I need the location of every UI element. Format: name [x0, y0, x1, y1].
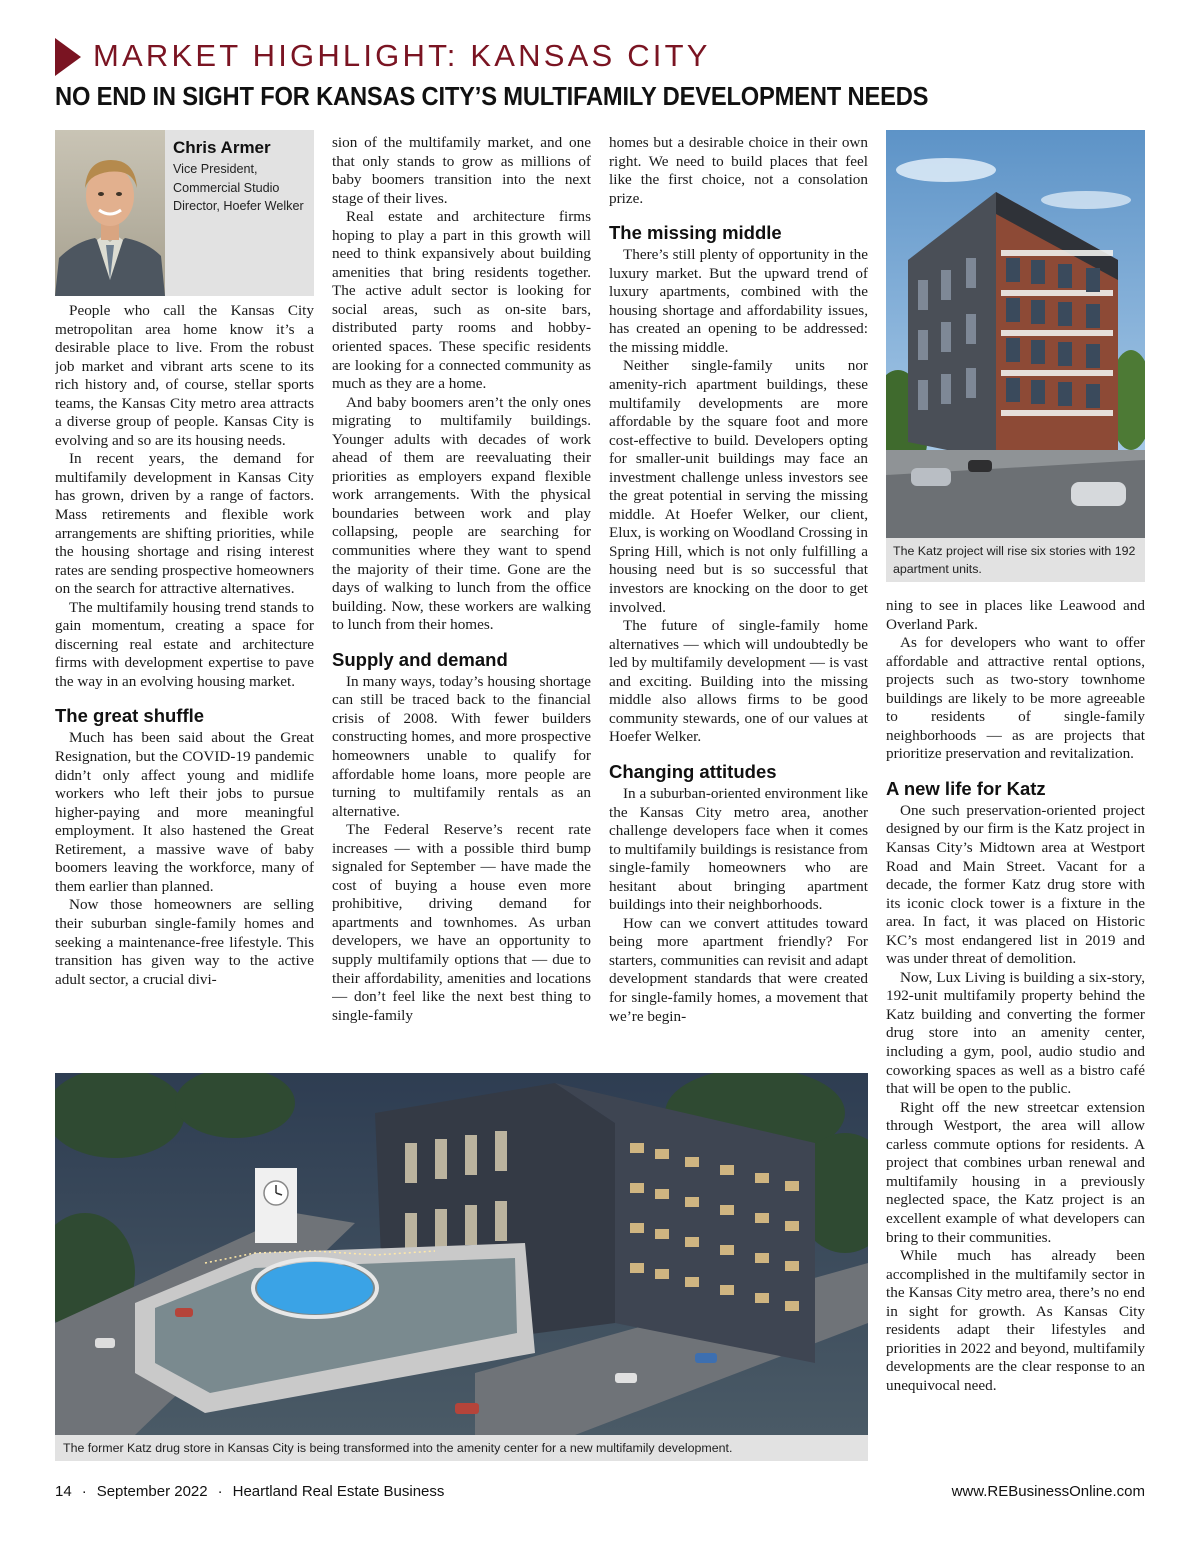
paragraph: Now those homeowners are selling their suburban single-family homes and seeking a maintenance-free lifestyle. This transition has given way to the active adult sector, a crucial divi-	[55, 896, 314, 988]
paragraph: sion of the multifamily market, and one that only stands to grow as millions of baby boomers transition into the next stage of their lives.	[332, 134, 591, 207]
section-kicker: MARKET HIGHLIGHT: KANSAS CITY	[93, 38, 711, 73]
paragraph: The multifamily housing trend stands to gain momentum, creating a space for discerning real estate and architecture firms with development expertise to pave the way in an evolving housing market.	[55, 598, 314, 690]
photo-caption-bottom: The former Katz drug store in Kansas City is being transformed into the amenity center for a new multifamily development.	[55, 1435, 868, 1461]
column-4	[886, 597, 1145, 1469]
footer-separator: ·	[81, 1483, 87, 1500]
paragraph: And baby boomers aren’t the only ones migrating to multifamily buildings. Younger adults with decades of work ahead of them are reevaluating their priorities as employers expand flexible work arrangements. With the physical boundaries between work and play collapsing, people are searching for communities where they want to spend the majority of their time. Gone are the days of walking to lunch from the office building. Now, these workers are walking to lunch from their homes.	[332, 393, 591, 634]
author-name: Chris Armer	[173, 138, 271, 157]
paragraph: While much has already been accomplished in the multifamily sector in the Kansas City metro area, there’s no end in sight for growth. As Kansas City residents adapt their lifestyles and priorities in 2022 and beyond, multifamily developments are the clear response to an unequivocal need.	[886, 1247, 1145, 1394]
paragraph: In recent years, the demand for multifamily development in Kansas City has grown, driven by a range of factors. Mass retirements and flexible work arrangements are shifting priorities, while the housing shortage and rising interest rates are sending prospective homeowners on the search for attractive alternatives.	[55, 450, 314, 598]
kicker-arrow-icon	[55, 38, 81, 76]
author-box	[55, 130, 314, 296]
photo-caption-right: The Katz project will rise six stories with 192 apartment units.	[886, 538, 1145, 582]
paragraph: As for developers who want to offer affordable and attractive rental options, projects such as two-story townhome buildings are likely to be more agreeable to residents of single-family neighborhoods — as are projects that prioritize preservation and revitalization.	[886, 634, 1145, 763]
section-heading: A new life for Katz	[886, 777, 1046, 799]
paragraph: ning to see in places like Leawood and Overland Park.	[886, 597, 1145, 633]
article-headline: NO END IN SIGHT FOR KANSAS CITY’S MULTIFAMILY DEVELOPMENT NEEDS	[55, 83, 929, 111]
paragraph: homes but a desirable choice in their own right. We need to build places that feel like the first choice, not a consolation prize.	[609, 134, 868, 207]
footer-separator: ·	[217, 1483, 223, 1500]
paragraph: People who call the Kansas City metropolitan area home know it’s a desirable place to live. From the robust job market and vibrant arts scene to its rich history and, of course, stellar sports teams, the Kansas City metro area attracts a diverse group of people. Kansas City is evolving and so are its housing needs.	[55, 302, 314, 449]
section-heading: The great shuffle	[55, 705, 205, 727]
paragraph: Much has been said about the Great Resignation, but the COVID-19 pandemic didn’t only affect young and midlife workers who left their jobs to pursue higher-paying and more meaningful employment. It also hastened the Great Retirement, a massive wave of baby boomers leaving the workforce, many of them earlier than planned.	[55, 729, 314, 895]
paragraph: One such preservation-oriented project designed by our firm is the Katz project in Kansas City’s Midtown area at Westport Road and Main Street. Vacant for a decade, the former Katz drug store with its iconic clock tower is a fixture in the area. In fact, it was placed on Historic KC’s most endangered list in 2019 and was under threat of demolition.	[886, 801, 1145, 968]
section-heading: Changing attitudes	[609, 760, 777, 782]
katz-aerial-rendering	[55, 1073, 868, 1435]
paragraph: Real estate and architecture firms hoping to play a part in this growth will need to think expansively about building amenities that bring residents together. The active adult sector is looking for social areas, such as on-site bars, distributed party rooms and hobby-oriented spaces. These specific residents are looking for a connected community as much as they are a home.	[332, 208, 591, 393]
paragraph: The Federal Reserve’s recent rate increases — with a possible third bump signaled for September — have made the cost of buying a house even more prohibitive, driving demand for apartments and townhomes. As urban developers, we have an opportunity to supply multifamily options that — due to their affordability, amenities and locations — don’t feel like the next best thing to single-family	[332, 821, 591, 1024]
issue-date: September 2022	[96, 1483, 208, 1500]
paragraph: In a suburban-oriented environment like the Kansas City metro area, another challenge developers face when it comes to multifamily buildings is resistance from single-family homeowners who are hesitant about bringing apartment buildings into their neighborhoods.	[609, 784, 868, 914]
paragraph: There’s still plenty of opportunity in the luxury market. But the upward trend of luxury apartments, combined with the housing shortage and affordability issues, has created an opening to be addressed: the missing middle.	[609, 246, 868, 356]
column-1	[55, 302, 314, 1060]
page-number: 14	[55, 1483, 72, 1500]
footer-folio	[55, 1483, 444, 1500]
author-title: Vice President, Commercial Studio Director, Hoefer Welker	[173, 162, 304, 213]
paragraph: In many ways, today’s housing shortage can still be traced back to the financial crisis of 2008. With fewer builders constructing homes, and more prospective homeowners unable to qualify for affordable home loans, more people are turning to multifamily rentals as an alternative.	[332, 672, 591, 820]
paragraph: Neither single-family units nor amenity-rich apartment buildings, these multifamily developments are more affordable by the square foot and more cost-effective to build. Developers opting for smaller-unit buildings may face an investment challenge unless investors see the great potential in serving the missing middle. At Hoefer Welker, our client, Elux, is working on Woodland Crossing in Spring Hill, which is not only fulfilling a housing need but is so successful that investors are knocking on the door to get involved.	[609, 357, 868, 616]
section-heading: Supply and demand	[332, 648, 508, 670]
paragraph: How can we convert attitudes toward being more apartment friendly? For starters, communities can revisit and adapt development standards that were created for single-family homes, a movement that we’re begin-	[609, 914, 868, 1025]
publication-name: Heartland Real Estate Business	[232, 1483, 445, 1500]
paragraph: Right off the new streetcar extension through Westport, the area will allow carless commute options for residents. A project that combines urban renewal and multifamily housing in a previously neglected space, the Katz project is an excellent example of what developers can bring to their communities.	[886, 1098, 1145, 1246]
paragraph: The future of single-family home alternatives — which will undoubtedly be led by multifamily development — is vast and exciting. Building into the missing middle also allows firms to be good community stewards, one of our values at Hoefer Welker.	[609, 617, 868, 746]
column-3	[609, 134, 868, 1060]
katz-building-photo	[886, 130, 1145, 538]
author-photo	[55, 130, 165, 296]
website-url: www.REBusinessOnline.com	[951, 1483, 1145, 1500]
section-heading: The missing middle	[609, 222, 782, 244]
paragraph: Now, Lux Living is building a six-story, 192-unit multifamily property behind the Katz building and converting the former drug store into an amenity center, including a gym, pool, audio studio and coworking spaces as well as a bistro café that will be open to the public.	[886, 968, 1145, 1098]
column-2	[332, 134, 591, 1060]
